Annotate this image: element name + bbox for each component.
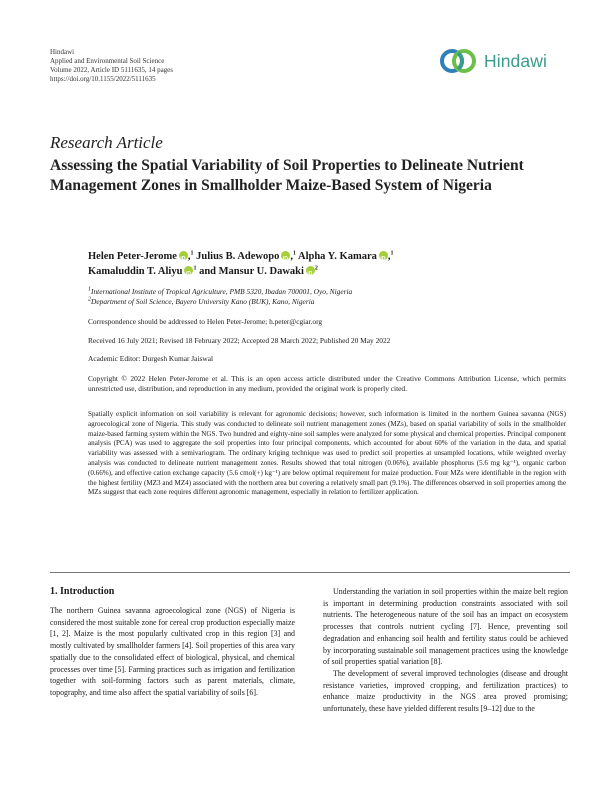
affiliation-1: $^1$International Institute of Tropical Agriculture, PMB 5320, Ibadan 700001, Oyo, Nigeria [88, 286, 353, 296]
hindawi-logo-icon [438, 47, 478, 75]
affiliations [88, 287, 566, 307]
intro-paragraph-3: The development of several improved technologies (disease and drought resistance varieties, improved cropping, and fertilization practices) to enhance maize productivity in the NGS area proved promising; unfortunately, these have yielded different results [9–12] due to the [323, 668, 568, 714]
orcid-icon[interactable] [179, 251, 188, 260]
affiliation-2: $^2$Department of Soil Science, Bayero University Kano (BUK), Kano, Nigeria [88, 296, 315, 306]
author-list: Helen Peter-JeromeiD ,$^1$ Julius B. AdewopoiD ,$^1$ Alpha Y. KamaraiD ,$^1$ Kamaluddin T. AliyuiD $^1$ and Mansur U. DawakiiD $^2$ [88, 249, 568, 279]
intro-paragraph-2: Understanding the variation in soil properties within the maize belt region is important in determining production constraints associated with soil nutrients. The heterogeneous nature of the soil has an impact on ecosystem processes that controls nutrient cycling [7]. Hence, preventing soil degradation and enhancing soil health and fertility status could be achieved by incorporating sustainable soil management practices using the knowledge of soil properties spatial variation [8]. [323, 587, 568, 667]
intro-left-column [50, 605, 295, 699]
journal-meta [50, 48, 173, 84]
abstract: Spatially explicit information on soil variability is relevant for agronomic decisions; however, such information is limited in the northern Guinea savanna (NGS) agroecological zone of Nigeria. This study was conducted to delineate soil nutrient management zones (MZs), based on spatial variability of soils in the smallholder maize-based farming system within the NGS. Two hundred and eighty-nine soil samples were analyzed for some physical and chemical properties. Principal component analysis (PCA) was used to aggregate the soil properties into four principal components, which accounted for about 60% of the variation in the data, and spatial variability was assessed with a semivariogram. The ordinary kriging technique was used to predict soil properties at unsampled locations, while weighted overlay analysis was conducted to delineate nutrient management zones. Results showed that total nitrogen (0.06%), available phosphorus (5.6 mg kg⁻¹), organic carbon (0.66%), and effective cation exchange capacity (5.6 cmol(+) kg⁻¹) are below optimal requirement for maize production. Four MZs were identifiable in the region with the highest fertility (MZ3 and MZ4) associated with the northern area but covering a relatively small part (9.1%). The differences observed in soil properties among the MZs suggest that each zone requires different agronomic management, especially in relation to fertilizer application. [88, 410, 566, 497]
orcid-icon[interactable] [281, 251, 290, 260]
section-heading-introduction: 1. Introduction [50, 586, 115, 597]
author-name[interactable]: Mansur U. Dawaki [218, 266, 304, 277]
author-name[interactable]: Julius B. Adewopo [196, 251, 280, 262]
author-name[interactable]: Helen Peter-Jerome [88, 251, 177, 262]
logo-text: Hindawi [484, 50, 547, 71]
author-affiliation-marker: 2 [314, 265, 318, 272]
article-title: Assessing the Spatial Variability of Soil Properties to Delineate Nutrient Management Zones in Smallholder Maize-Based System of Nigeria [50, 157, 524, 194]
author-name[interactable]: Kamaluddin T. Aliyu [88, 266, 183, 277]
correspondence: Correspondence should be addressed to Helen Peter-Jerome; h.peter@cgiar.org [88, 317, 323, 326]
orcid-icon[interactable] [306, 266, 315, 275]
journal-name: Applied and Environmental Soil Science [50, 57, 165, 65]
doi-link[interactable]: https://doi.org/10.1155/2022/5111635 [50, 75, 156, 83]
academic-editor: Academic Editor: Durgesh Kumar Jaiswal [88, 354, 214, 363]
intro-right-column [323, 586, 568, 715]
author-name[interactable]: Alpha Y. Kamara [298, 251, 377, 262]
volume-line: Volume 2022, Article ID 5111635, 14 pages [50, 66, 174, 74]
author-affiliation-marker: 1 [193, 265, 197, 272]
author-affiliation-marker: 1 [190, 250, 194, 257]
orcid-icon[interactable] [379, 251, 388, 260]
intro-paragraph-1: The northern Guinea savanna agroecological zone (NGS) of Nigeria is considered the most suitable zone for cereal crop production especially maize [1, 2]. Maize is the most popularly cultivated crop in this region [3] and mostly cultivated by smallholder farmers [4]. Soil properties of this area vary spatially due to the consolidated effect of biological, physical, and chemical processes over time [5]. Farming practices such as irrigation and fertilization together with soil-forming factors such as parent materials, climate, topography, and time also affect the spatial variability of soils [6]. [50, 606, 295, 697]
copyright-notice: Copyright © 2022 Helen Peter-Jerome et al. This is an open access article distributed under the Creative Commons Attribution License, which permits unrestricted use, distribution, and reproduction in any medium, provided the original work is properly cited. [88, 374, 566, 393]
section-divider [50, 572, 570, 573]
author-affiliation-marker: 1 [390, 250, 394, 257]
orcid-icon[interactable] [184, 266, 193, 275]
author-affiliation-marker: 1 [292, 250, 296, 257]
article-type: Research Article [50, 133, 163, 152]
publication-dates: Received 16 July 2021; Revised 18 February 2022; Accepted 28 March 2022; Published 20 May 2022 [88, 336, 391, 345]
publisher-name: Hindawi [50, 48, 75, 56]
hindawi-logo[interactable] [438, 47, 547, 75]
